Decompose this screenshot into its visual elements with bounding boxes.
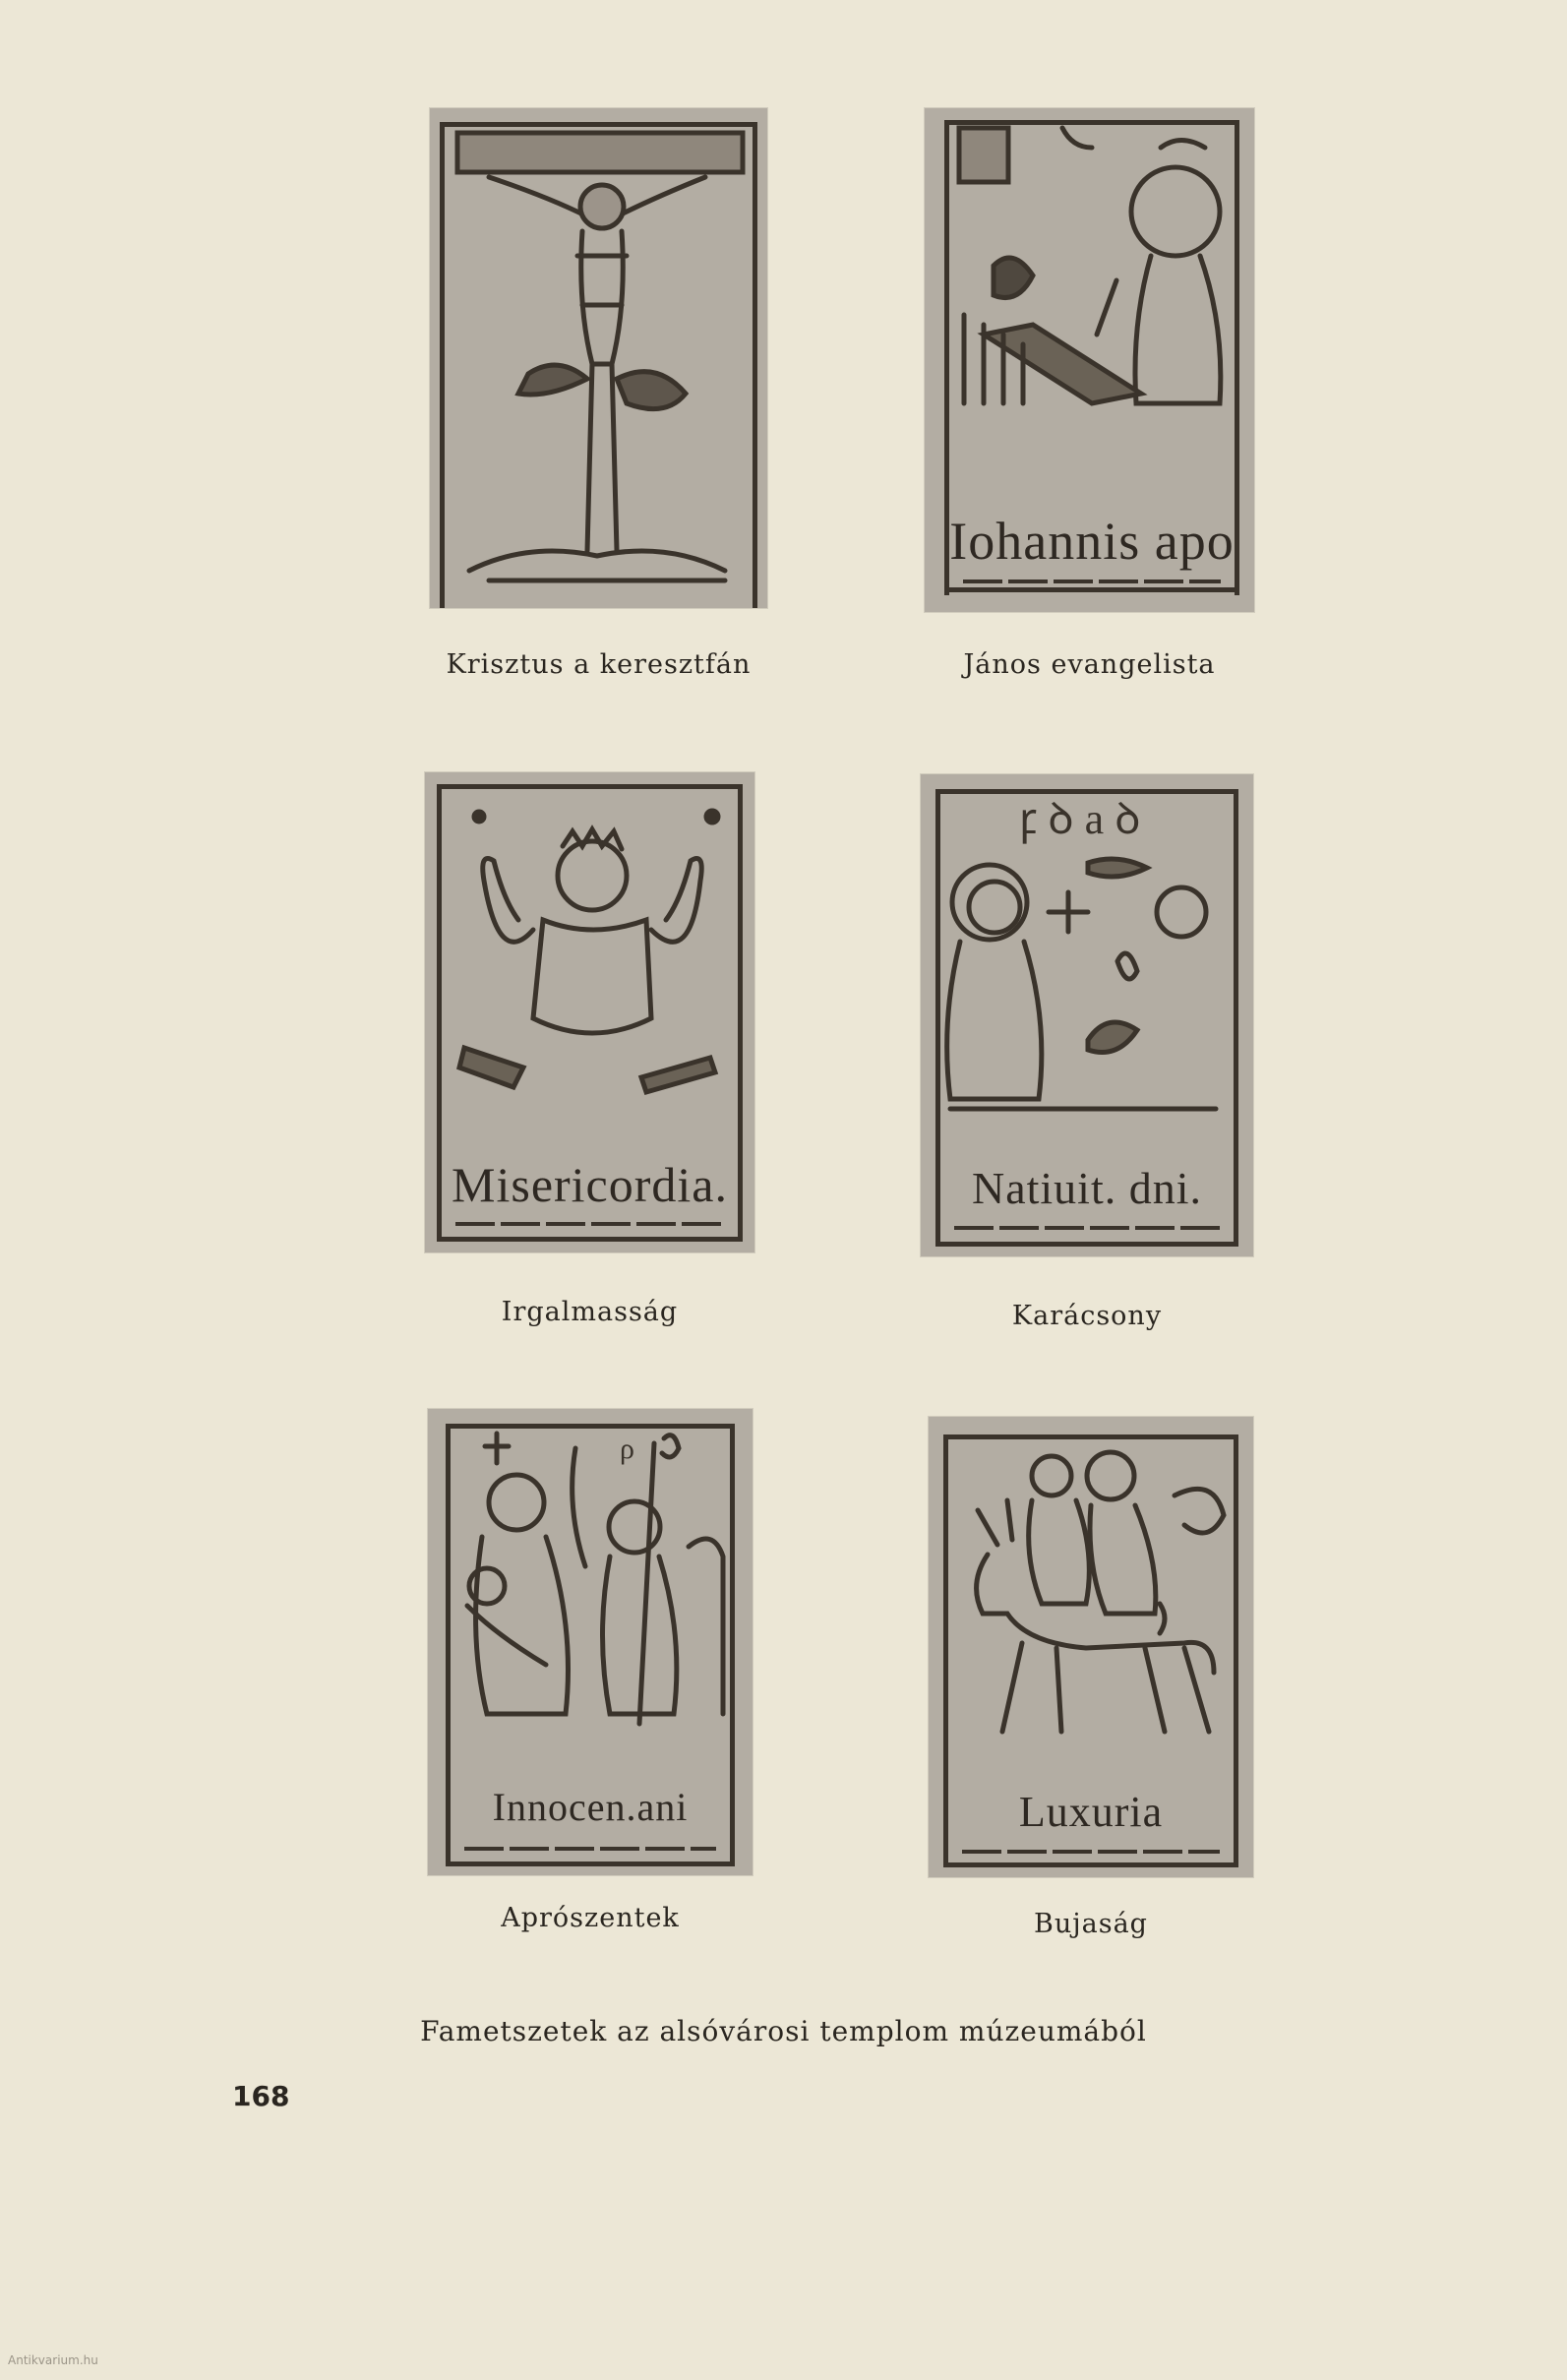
caption-john-evangelist: János evangelista [963, 649, 1216, 680]
woodcut-nativity-image [921, 774, 1253, 1256]
page-number: 168 [232, 2080, 290, 2112]
caption-crucifixion: Krisztus a keresztfán [446, 649, 752, 680]
svg-text:ρ: ρ [620, 1433, 634, 1465]
figure-caption: Fametszetek az alsóvárosi templom múzeumából [420, 2015, 1147, 2047]
john-inscription: Iohannis apo [949, 512, 1235, 571]
holy-innocents-inscription: Innocen.ani [492, 1784, 689, 1829]
crucifixion-illustration [430, 108, 767, 608]
watermark: Antikvarium.hu [8, 2353, 98, 2367]
luxuria-inscription: Luxuria [1018, 1788, 1164, 1836]
woodcut-holy-innocents-image [428, 1409, 753, 1875]
woodcut-luxuria-image [929, 1417, 1253, 1877]
misericordia-inscription-panel [437, 1131, 743, 1238]
nativity-inscription-panel [935, 1133, 1238, 1242]
svg-text:ꝼ ꝺ a ꝺ: ꝼ ꝺ a ꝺ [1019, 795, 1141, 843]
woodcut-john-evangelist-image [925, 108, 1254, 612]
caption-holy-innocents: Aprószentek [501, 1903, 680, 1933]
woodcut-misericordia-image [425, 772, 754, 1252]
luxuria-inscription-panel [943, 1756, 1238, 1867]
caption-luxuria: Bujaság [1034, 1909, 1148, 1939]
caption-misericordia: Irgalmasság [501, 1297, 679, 1327]
caption-nativity: Karácsony [1011, 1301, 1163, 1331]
woodcut-crucifixion-image [430, 108, 767, 608]
holy-innocents-inscription-panel [446, 1748, 735, 1864]
misericordia-inscription: Misericordia. [452, 1157, 728, 1212]
john-inscription-panel [944, 487, 1239, 595]
nativity-inscription: Natiuit. dni. [971, 1162, 1203, 1213]
